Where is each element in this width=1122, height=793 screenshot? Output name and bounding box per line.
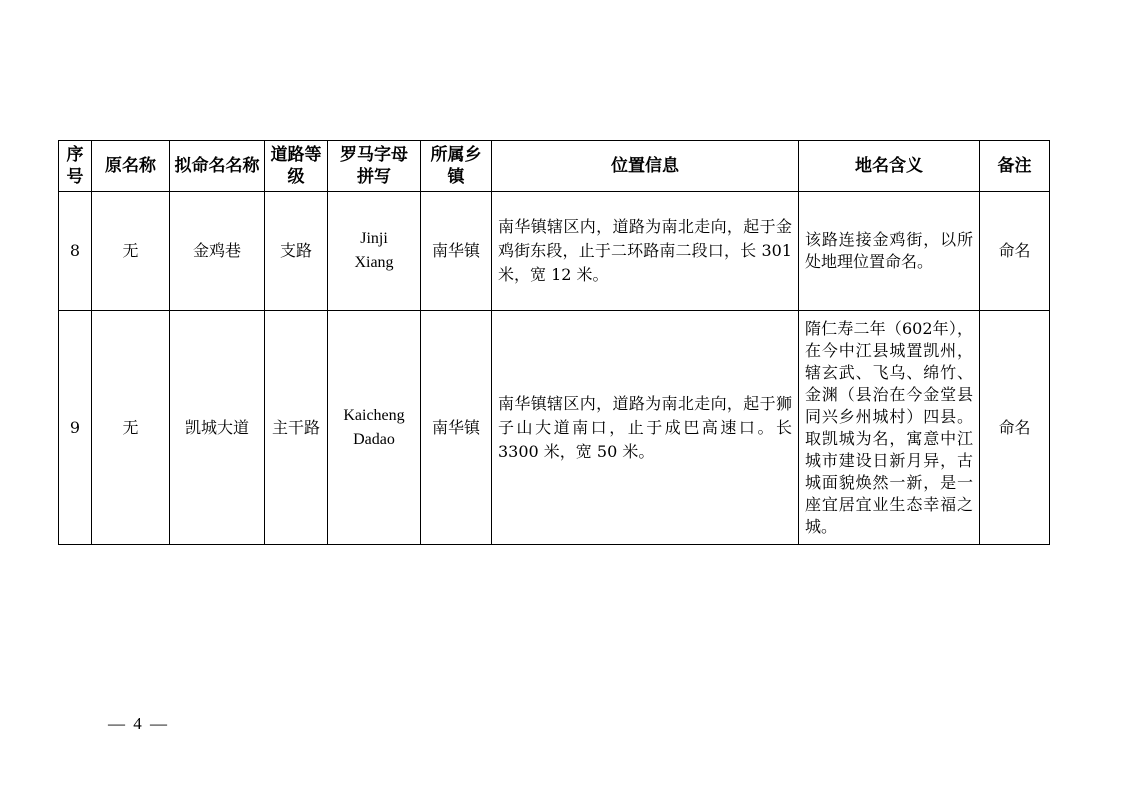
cell-road-grade: 主干路 bbox=[265, 311, 328, 545]
cell-township: 南华镇 bbox=[421, 311, 492, 545]
page-number: — 4 — bbox=[108, 714, 169, 733]
header-road-grade: 道路等级 bbox=[265, 141, 328, 192]
cell-road-grade: 支路 bbox=[265, 192, 328, 311]
header-romanization: 罗马字母拼写 bbox=[328, 141, 421, 192]
cell-location: 南华镇辖区内，道路为南北走向，起于狮子山大道南口，止于成巴高速口。长 3300 米，宽 50 米。 bbox=[492, 311, 799, 545]
romanization-line-1: Jinji bbox=[360, 230, 388, 247]
header-proposed-name: 拟命名名称 bbox=[170, 141, 265, 192]
header-remarks: 备注 bbox=[980, 141, 1050, 192]
cell-proposed-name: 金鸡巷 bbox=[170, 192, 265, 311]
road-naming-table bbox=[58, 140, 1050, 545]
cell-romanization bbox=[328, 192, 421, 311]
cell-township: 南华镇 bbox=[421, 192, 492, 311]
romanization-line-2: Xiang bbox=[354, 254, 394, 271]
cell-original-name: 无 bbox=[92, 311, 170, 545]
cell-original-name: 无 bbox=[92, 192, 170, 311]
cell-seq: 8 bbox=[59, 192, 92, 311]
romanization-line-1: Kaicheng bbox=[343, 406, 405, 424]
cell-meaning: 该路连接金鸡街，以所处地理位置命名。 bbox=[799, 192, 980, 311]
cell-location: 南华镇辖区内，道路为南北走向，起于金鸡街东段，止于二环路南二段口，长 301 米，宽 12 米。 bbox=[492, 192, 799, 311]
header-location: 位置信息 bbox=[492, 141, 799, 192]
cell-meaning: 隋仁寿二年（602年），在今中江县城置凯州，辖玄武、飞乌、绵竹、金渊（县治在今金堂县同兴乡州城村）四县。取凯城为名，寓意中江城市建设日新月异，古城面貌焕然一新，是一座宜居宜业生态幸福之城。 bbox=[799, 311, 980, 545]
cell-remarks: 命名 bbox=[980, 311, 1050, 545]
header-seq: 序号 bbox=[59, 141, 92, 192]
romanization-line-2: Dadao bbox=[353, 430, 395, 448]
cell-proposed-name: 凯城大道 bbox=[170, 311, 265, 545]
header-original-name: 原名称 bbox=[92, 141, 170, 192]
header-township: 所属乡镇 bbox=[421, 141, 492, 192]
cell-remarks: 命名 bbox=[980, 192, 1050, 311]
cell-romanization bbox=[328, 311, 421, 545]
table-row bbox=[59, 192, 1050, 311]
cell-seq: 9 bbox=[59, 311, 92, 545]
table-row bbox=[59, 311, 1050, 545]
table-header-row bbox=[59, 141, 1050, 192]
header-meaning: 地名含义 bbox=[799, 141, 980, 192]
